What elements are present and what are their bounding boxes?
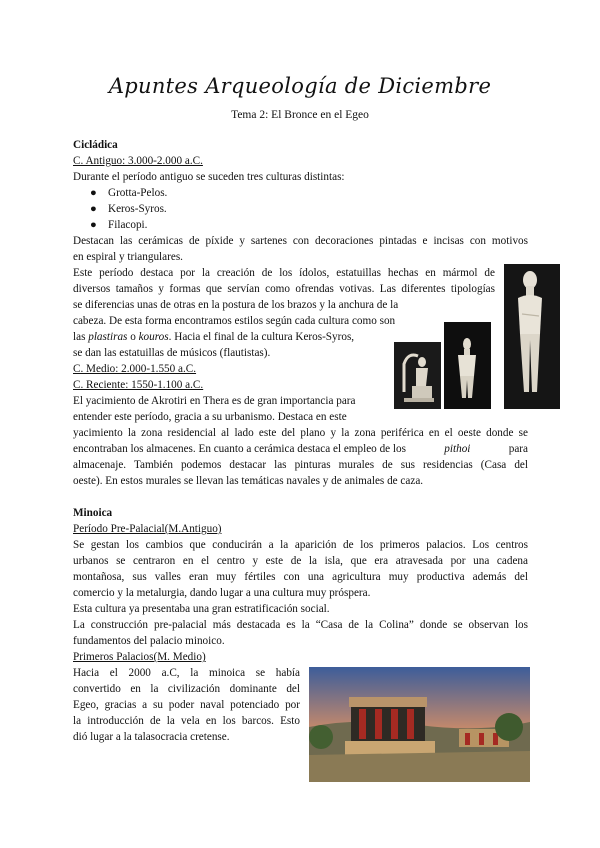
paragraph-line: Destacan las cerámicas de píxide y sartenes con decoraciones pintadas e incisas con motivos (73, 235, 528, 247)
page-title: Apuntes Arqueología de Diciembre (108, 74, 492, 98)
paragraph-line: Se gestan los cambios que conducirán a la aparición de los primeros palacios. Los centros (73, 539, 528, 551)
cycladic-kouros-image (444, 322, 491, 409)
paragraph-line: oeste). En estos murales se llevan las temáticas navales y de animales de caza. (73, 475, 424, 487)
paragraph-line: La construcción pre-palacial más destacada es la “Casa de la Colina” donde se observan los (73, 619, 528, 631)
paragraph-line: montañosa, sus valles eran muy fértiles con una agricultura muy productiva además del (73, 571, 528, 583)
paragraph-line: dió lugar a la talasocracia cretense. (73, 731, 230, 743)
paragraph-line: Durante el período antiguo se suceden tres culturas distintas: (73, 171, 345, 183)
harpist-figurine-image (394, 342, 441, 409)
cycladic-idol-image (504, 264, 560, 409)
paragraph-line: se dan las estatuillas de músicos (flautistas). (73, 347, 271, 359)
list-item: ● Keros-Syros. (90, 203, 167, 215)
list-item: ● Filacopi. (90, 219, 148, 231)
paragraph-line: fundamentos del palacio minoico. (73, 635, 225, 647)
section-heading-minoica: Minoica (73, 507, 113, 519)
page-subtitle: Tema 2: El Bronce en el Egeo (231, 109, 369, 121)
knossos-palace-image (309, 667, 530, 782)
paragraph-line: Este período destaca por la creación de los ídolos, estatuillas hechas en mármol de (73, 267, 495, 279)
paragraph-line: yacimiento la zona residencial al lado este del plano y la zona periférica en el oeste donde se (73, 427, 528, 439)
paragraph-line: en espiral y triangulares. (73, 251, 183, 263)
paragraph-line: se diferencias unas de otras en la postura de los brazos y la anchura de la (73, 299, 399, 311)
paragraph-line: encontraban los almacenes. En cuanto a cerámica destaca el empleo de los pithoi para (73, 443, 528, 455)
paragraph-line: almacenaje. También podemos destacar las pinturas murales de sus residencias (Casa del (73, 459, 528, 471)
paragraph-line: urbanos se centraron en el centro y este de la isla, que era atravesada por una cadena (73, 555, 528, 567)
paragraph-line: las plastiras o kouros. Hacia el final de la cultura Keros-Syros, (73, 331, 355, 343)
paragraph-line: Hacia el 2000 a.C, la minoica se había (73, 667, 300, 679)
paragraph-line: El yacimiento de Akrotiri en Thera es de gran importancia para (73, 395, 356, 407)
paragraph-line: Egeo, gracias a su poder naval potenciado por (73, 699, 300, 711)
subheading-prepalacial: Período Pre-Palacial(M.Antiguo) (73, 523, 222, 535)
list-item: ● Grotta-Pelos. (90, 187, 168, 199)
paragraph-line: la introducción de la vela en los barcos. Esto (73, 715, 300, 727)
subheading-medio: C. Medio: 2.000-1.550 a.C. (73, 363, 197, 375)
paragraph-line: diversos tamaños y formas que servían como ofrendas votivas. Las diferentes tipologías (73, 283, 495, 295)
paragraph-line: comercio y la metalurgia, dando lugar a una cultura muy próspera. (73, 587, 371, 599)
subheading-primeros-palacios: Primeros Palacios(M. Medio) (73, 651, 206, 663)
paragraph-line: cabeza. De esta forma encontramos estilos según cada cultura como son (73, 315, 396, 327)
section-heading-ciclad: Cicládica (73, 139, 118, 151)
subheading-reciente: C. Reciente: 1550-1.100 a.C. (73, 379, 204, 391)
paragraph-line: entender este período, gracia a su urbanismo. Destaca en este (73, 411, 347, 423)
paragraph-line: convertido en la civilización dominante del (73, 683, 300, 695)
paragraph-line: Esta cultura ya presentaba una gran estratificación social. (73, 603, 330, 615)
subheading-antiguo: C. Antiguo: 3.000-2.000 a.C. (73, 155, 203, 167)
